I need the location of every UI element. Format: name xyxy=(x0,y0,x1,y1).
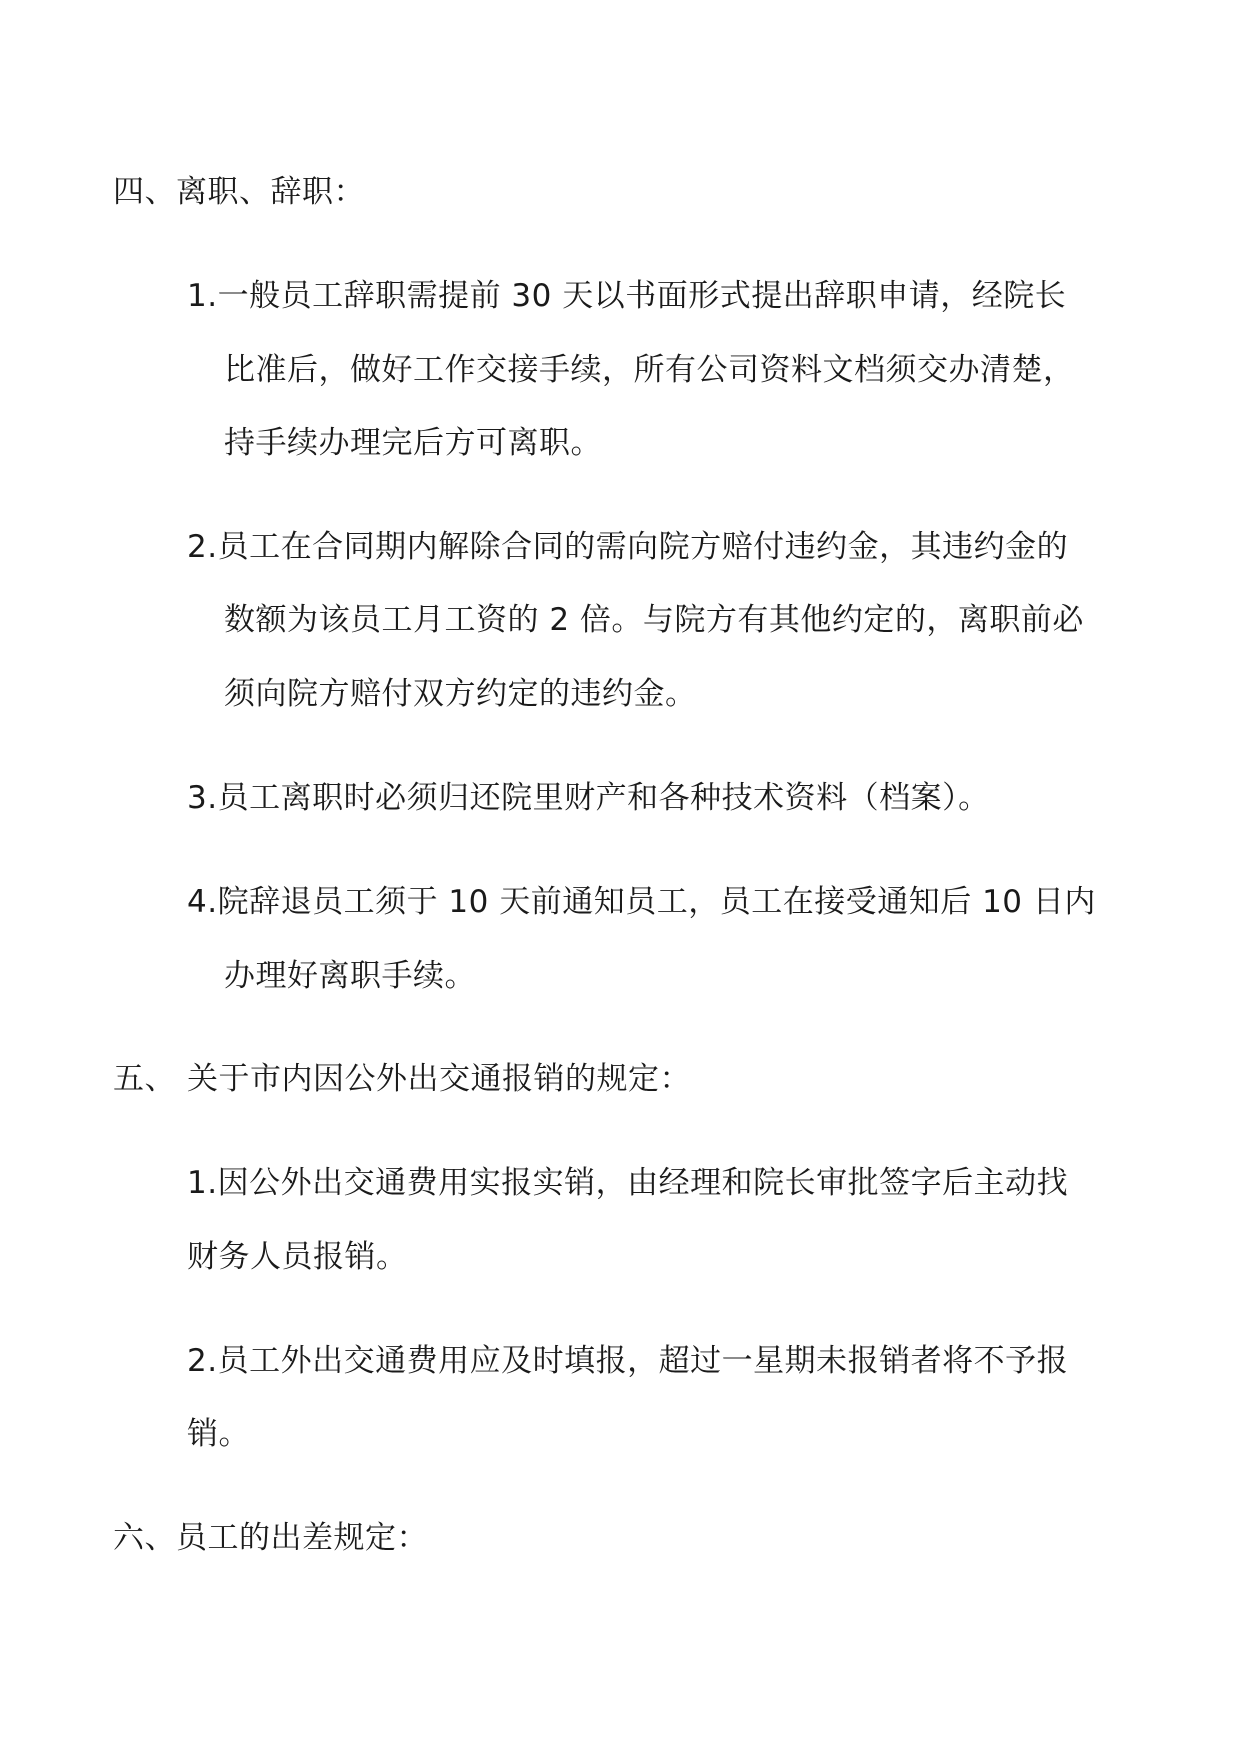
section-4-item-3-line-1: 3.员工离职时必须归还院里财产和各种技术资料（档案）。 xyxy=(187,780,990,816)
section-5-number: 五、 xyxy=(113,1061,176,1097)
section-4-item-4-line-1: 4.院辞退员工须于 10 天前通知员工，员工在接受通知后 10 日内 xyxy=(187,884,1096,920)
section-6-heading: 六、员工的出差规定： xyxy=(113,1520,428,1556)
section-5-item-1-line-2: 财务人员报销。 xyxy=(187,1239,408,1275)
section-4-item-2-line-1: 2.员工在合同期内解除合同的需向院方赔付违约金，其违约金的 xyxy=(187,529,1069,565)
section-4-item-2-line-2: 数额为该员工月工资的 2 倍。与院方有其他约定的，离职前必 xyxy=(224,602,1084,638)
section-5-heading: 关于市内因公外出交通报销的规定： xyxy=(187,1061,691,1097)
section-4-item-1-line-2: 比准后，做好工作交接手续，所有公司资料文档须交办清楚， xyxy=(224,352,1075,388)
section-4-item-1-line-1: 1.一般员工辞职需提前 30 天以书面形式提出辞职申请，经院长 xyxy=(187,278,1067,314)
section-5-item-2-line-1: 2.员工外出交通费用应及时填报，超过一星期未报销者将不予报 xyxy=(187,1343,1069,1379)
section-4-heading: 四、离职、辞职： xyxy=(113,174,365,210)
section-4-item-2-line-3: 须向院方赔付双方约定的违约金。 xyxy=(224,676,697,712)
section-4-item-4-line-2: 办理好离职手续。 xyxy=(224,958,476,994)
section-5-item-1-line-1: 1.因公外出交通费用实报实销，由经理和院长审批签字后主动找 xyxy=(187,1165,1069,1201)
section-5-item-2-line-2: 销。 xyxy=(187,1416,250,1452)
section-4-item-1-line-3: 持手续办理完后方可离职。 xyxy=(224,425,602,461)
